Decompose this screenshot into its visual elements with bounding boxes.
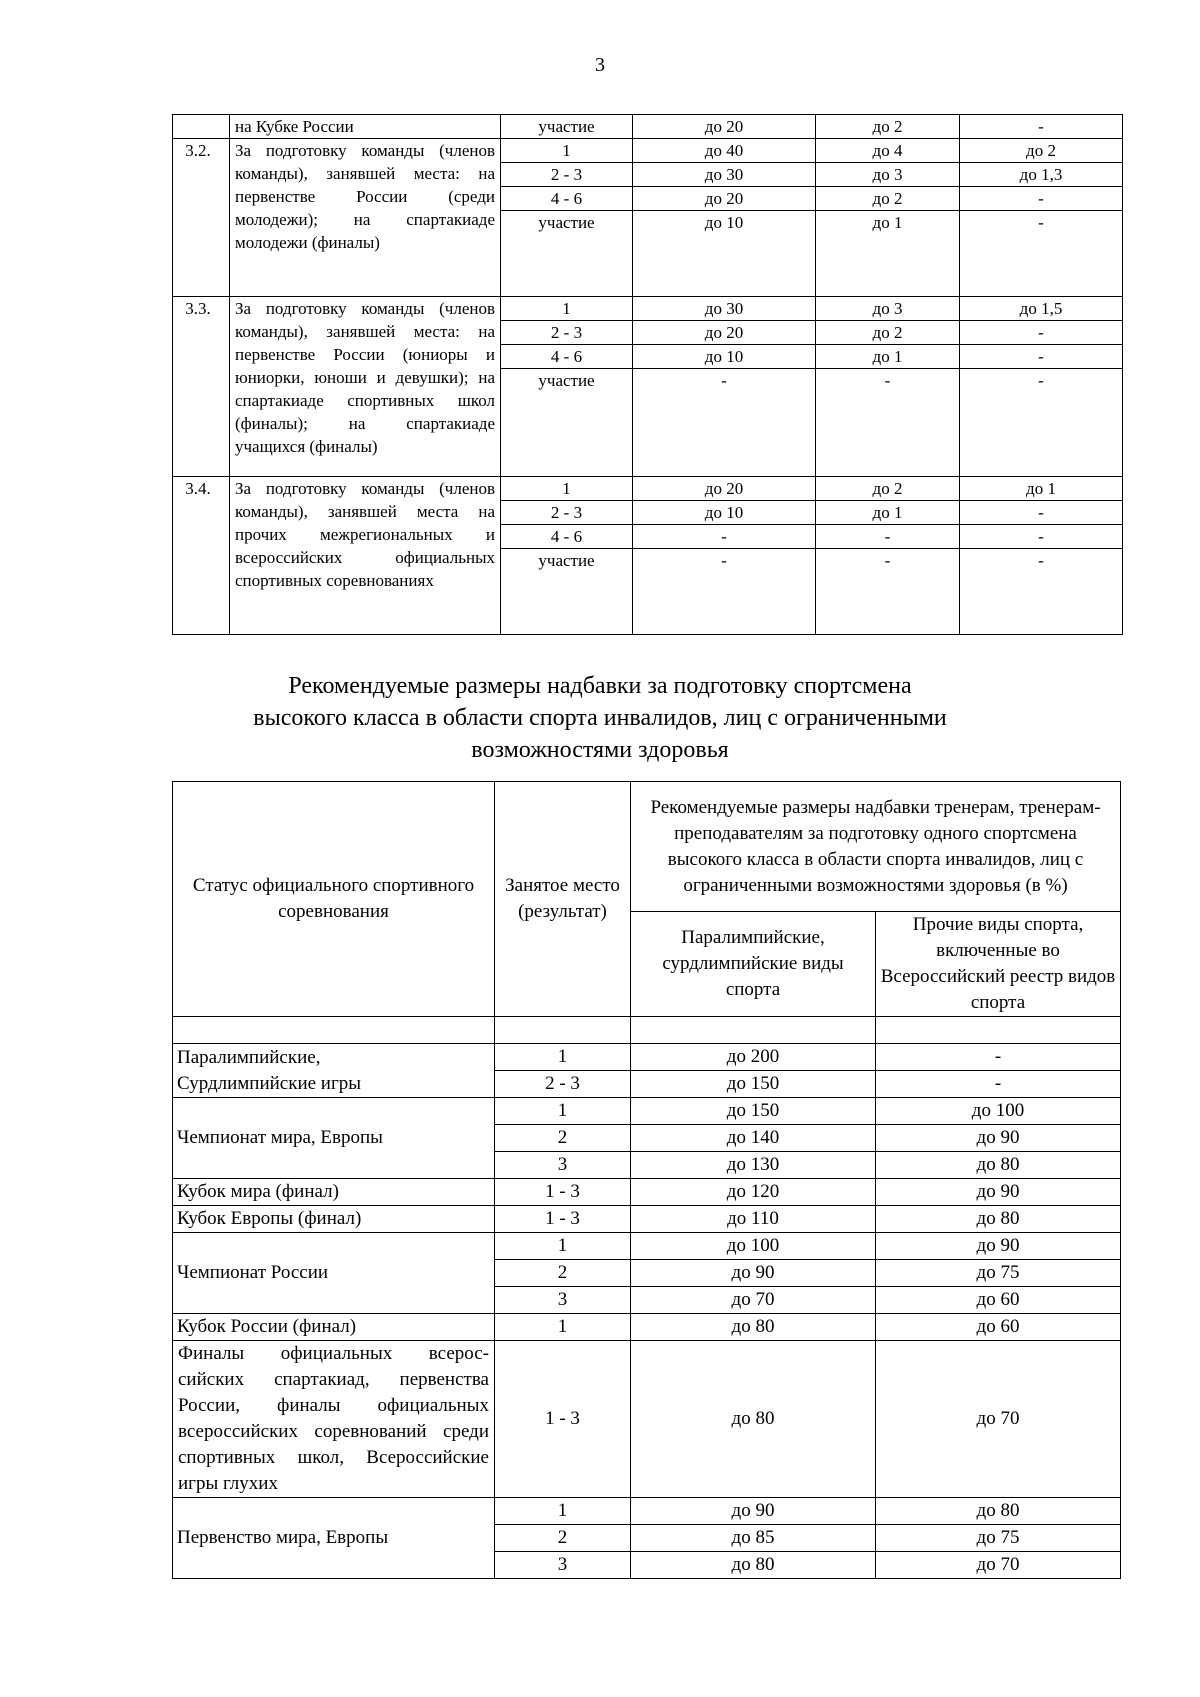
value-cell: до 4: [816, 139, 960, 163]
status-line: Финалы официальных всерос-сийских спартакиад, первенства России, финалы официальных всероссийских соревнований среди спортивных школ, Всероссийские игры глухих: [178, 1343, 489, 1494]
header-group: Рекомендуемые размеры надбавки тренерам, тренерам-преподавателям за подготовку одного спортсмена высокого класса в области спорта инвалидов, лиц с ограниченными возможностями здоровья (в %): [631, 782, 1121, 912]
value-cell: до 1: [816, 501, 960, 525]
status-line: Чемпионат России: [177, 1262, 329, 1283]
place-cell: 1: [501, 297, 633, 321]
value-cell-paralympic: до 100: [631, 1233, 876, 1260]
value-cell-paralympic: до 150: [631, 1071, 876, 1098]
place-cell: 1: [501, 139, 633, 163]
empty-cell: [495, 1017, 631, 1044]
item-description: За подготовку команды (членов команды), занявшей места: на первенстве России (среди молодежи); на спартакиаде молодежи (финалы): [230, 139, 501, 297]
value-cell-other: до 80: [876, 1206, 1121, 1233]
value-cell: до 30: [633, 297, 816, 321]
competition-status: [173, 1206, 495, 1233]
value-cell-paralympic: до 85: [631, 1525, 876, 1552]
value-cell-paralympic: до 90: [631, 1260, 876, 1287]
place-cell: 2: [495, 1260, 631, 1287]
place-cell: 1: [495, 1498, 631, 1525]
competition-status: [173, 1233, 495, 1314]
value-cell-other: -: [876, 1071, 1121, 1098]
place-cell: 2 - 3: [495, 1071, 631, 1098]
place-cell: 2 - 3: [501, 163, 633, 187]
status-line: Сурдлимпийские игры: [177, 1072, 362, 1094]
value-cell: до 20: [633, 187, 816, 211]
value-cell: -: [960, 115, 1123, 139]
value-cell: -: [960, 369, 1123, 477]
status-line: Паралимпийские,: [177, 1046, 321, 1068]
heading-line: возможностями здоровья: [471, 737, 729, 763]
page-number: 3: [595, 54, 605, 76]
table-row: [173, 1341, 1121, 1498]
place-cell: 4 - 6: [501, 345, 633, 369]
empty-cell: [631, 1017, 876, 1044]
value-cell: -: [816, 525, 960, 549]
empty-cell: [173, 1017, 495, 1044]
item-description: За подготовку команды (членов команды), занявшей места: на первенстве России (юниоры и юниорки, юноши и девушки); на спартакиаде спортивных школ (финалы); на спартакиаде учащихся (финалы): [230, 297, 501, 477]
value-cell-paralympic: до 110: [631, 1206, 876, 1233]
status-line: Первенство мира, Европы: [177, 1527, 389, 1548]
value-cell: до 3: [816, 163, 960, 187]
item-number: 3.4.: [173, 477, 230, 635]
value-cell: -: [960, 321, 1123, 345]
place-cell: 3: [495, 1552, 631, 1579]
heading-line: Рекомендуемые размеры надбавки за подготовку спортсмена: [288, 673, 912, 699]
header-status: Статус официального спортивного соревнования: [173, 782, 495, 1017]
status-line: Кубок России (финал): [177, 1316, 357, 1337]
header-paralympic: Паралимпийские, сурдлимпийские виды спорта: [631, 912, 876, 1017]
item-number: 3.2.: [173, 139, 230, 297]
table-row: [173, 297, 1123, 321]
value-cell-paralympic: до 80: [631, 1314, 876, 1341]
status-line: Чемпионат мира, Европы: [177, 1127, 383, 1148]
value-cell: до 10: [633, 345, 816, 369]
place-cell: 1: [495, 1044, 631, 1071]
value-cell: до 10: [633, 501, 816, 525]
value-cell-other: до 70: [876, 1552, 1121, 1579]
place-cell: 1: [495, 1314, 631, 1341]
value-cell-other: до 60: [876, 1287, 1121, 1314]
table-row: [173, 139, 1123, 163]
value-cell-other: до 60: [876, 1314, 1121, 1341]
value-cell: -: [960, 187, 1123, 211]
value-cell: до 10: [633, 211, 816, 297]
table-row: [173, 1314, 1121, 1341]
empty-cell: [876, 1017, 1121, 1044]
value-cell: до 1: [816, 211, 960, 297]
place-cell: 4 - 6: [501, 187, 633, 211]
value-cell: -: [816, 369, 960, 477]
value-cell-paralympic: до 150: [631, 1098, 876, 1125]
value-cell: -: [960, 501, 1123, 525]
value-cell-other: до 100: [876, 1098, 1121, 1125]
value-cell: до 3: [816, 297, 960, 321]
value-cell-paralympic: до 140: [631, 1125, 876, 1152]
value-cell-other: до 90: [876, 1125, 1121, 1152]
section-heading: [160, 670, 1040, 766]
place-cell: 4 - 6: [501, 525, 633, 549]
value-cell-other: до 75: [876, 1525, 1121, 1552]
value-cell: -: [960, 345, 1123, 369]
value-cell: до 2: [816, 321, 960, 345]
value-cell: до 40: [633, 139, 816, 163]
item-description: на Кубке России: [230, 115, 501, 139]
table-row: [173, 1098, 1121, 1125]
place-cell: 3: [495, 1287, 631, 1314]
place-cell: 1: [495, 1233, 631, 1260]
place-cell: 1 - 3: [495, 1206, 631, 1233]
value-cell-paralympic: до 90: [631, 1498, 876, 1525]
place-cell: 1: [501, 477, 633, 501]
value-cell-other: до 75: [876, 1260, 1121, 1287]
value-cell-paralympic: до 200: [631, 1044, 876, 1071]
value-cell: до 30: [633, 163, 816, 187]
value-cell-other: до 90: [876, 1233, 1121, 1260]
place-cell: 2 - 3: [501, 321, 633, 345]
value-cell: -: [960, 525, 1123, 549]
place-cell: 2: [495, 1125, 631, 1152]
place-cell: 2: [495, 1525, 631, 1552]
value-cell-other: до 80: [876, 1152, 1121, 1179]
place-cell: участие: [501, 549, 633, 635]
value-cell: -: [633, 549, 816, 635]
place-cell: участие: [501, 115, 633, 139]
competition-status: [173, 1179, 495, 1206]
value-cell: -: [633, 369, 816, 477]
competition-status: [173, 1044, 495, 1098]
value-cell: до 2: [816, 477, 960, 501]
value-cell-paralympic: до 80: [631, 1341, 876, 1498]
item-number: 3.3.: [173, 297, 230, 477]
awards-table-disabled-sports: [172, 781, 1121, 1579]
heading-line: высокого класса в области спорта инвалидов, лиц с ограниченными: [253, 705, 947, 731]
place-cell: 1 - 3: [495, 1179, 631, 1206]
value-cell: до 1,5: [960, 297, 1123, 321]
value-cell: -: [816, 549, 960, 635]
value-cell: до 20: [633, 115, 816, 139]
competition-status: [173, 1098, 495, 1179]
value-cell: -: [960, 549, 1123, 635]
table-row: [173, 477, 1123, 501]
value-cell: до 2: [816, 187, 960, 211]
value-cell: до 2: [816, 115, 960, 139]
value-cell: до 20: [633, 321, 816, 345]
value-cell-paralympic: до 130: [631, 1152, 876, 1179]
place-cell: 2 - 3: [501, 501, 633, 525]
value-cell-other: до 70: [876, 1341, 1121, 1498]
place-cell: участие: [501, 211, 633, 297]
value-cell: до 1,3: [960, 163, 1123, 187]
status-line: Кубок мира (финал): [177, 1181, 339, 1202]
table-row: [173, 1233, 1121, 1260]
table-row: [173, 1206, 1121, 1233]
table-row: [173, 1179, 1121, 1206]
table-row: [173, 115, 1123, 139]
table-row: [173, 1498, 1121, 1525]
awards-table-team: [172, 114, 1123, 635]
value-cell-other: -: [876, 1044, 1121, 1071]
status-line: Кубок Европы (финал): [177, 1208, 362, 1229]
header-place: Занятое место (результат): [495, 782, 631, 1017]
value-cell-other: до 80: [876, 1498, 1121, 1525]
header-other-sports: Прочие виды спорта, включенные во Всероссийский реестр видов спорта: [876, 912, 1121, 1017]
value-cell-paralympic: до 80: [631, 1552, 876, 1579]
place-cell: участие: [501, 369, 633, 477]
value-cell: -: [960, 211, 1123, 297]
value-cell: до 20: [633, 477, 816, 501]
value-cell: до 1: [816, 345, 960, 369]
value-cell-paralympic: до 70: [631, 1287, 876, 1314]
value-cell-other: до 90: [876, 1179, 1121, 1206]
table-row: [173, 1044, 1121, 1071]
competition-status: [173, 1314, 495, 1341]
value-cell: до 1: [960, 477, 1123, 501]
place-cell: 1: [495, 1098, 631, 1125]
place-cell: 1 - 3: [495, 1341, 631, 1498]
place-cell: 3: [495, 1152, 631, 1179]
item-description: За подготовку команды (членов команды), занявшей места на прочих межрегиональных и всероссийских официальных спортивных соревнованиях: [230, 477, 501, 635]
competition-status: [173, 1341, 495, 1498]
value-cell: -: [633, 525, 816, 549]
value-cell: до 2: [960, 139, 1123, 163]
value-cell-paralympic: до 120: [631, 1179, 876, 1206]
competition-status: [173, 1498, 495, 1579]
item-number: [173, 115, 230, 139]
